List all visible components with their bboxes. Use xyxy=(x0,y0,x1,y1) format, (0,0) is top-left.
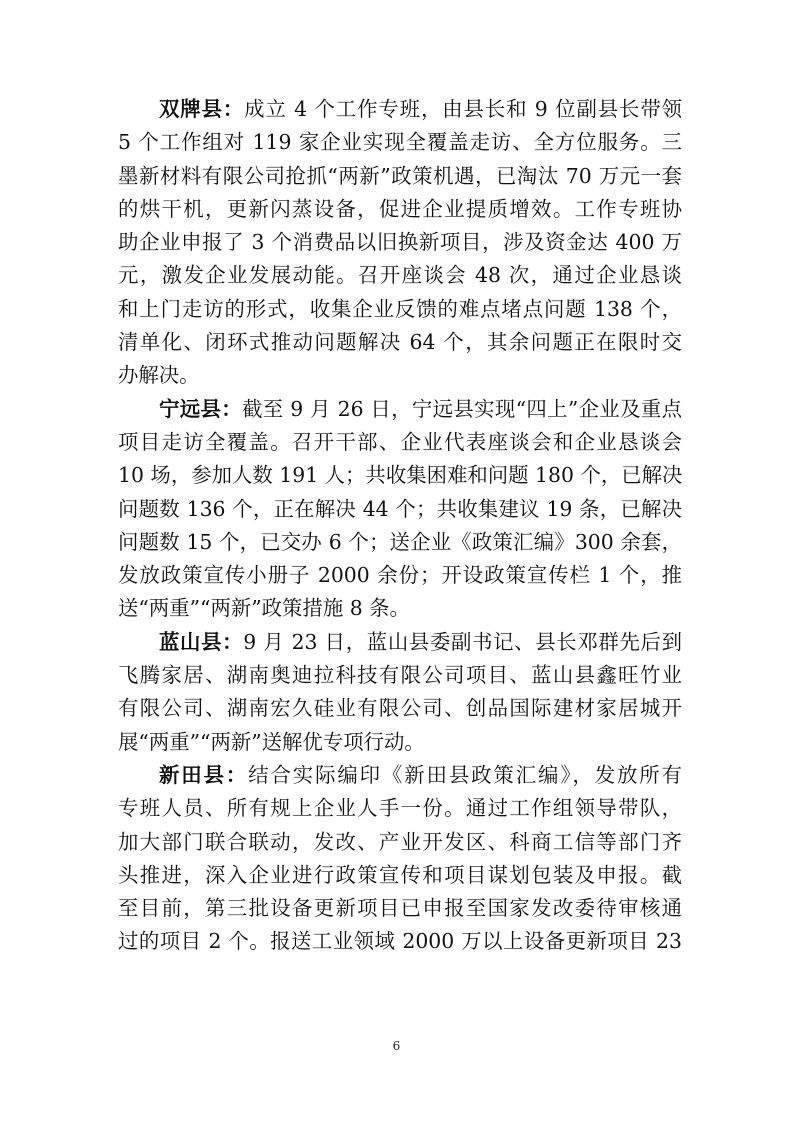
text-line: 发放政策宣传小册子 2000 余份；开设政策宣传栏 1 个，推 xyxy=(118,563,682,588)
text-line: 助企业申报了 3 个消费品以旧换新项目，涉及资金达 400 万 xyxy=(118,230,682,255)
text-line: 过的项目 2 个。报送工业领域 2000 万以上设备更新项目 23 xyxy=(118,929,682,954)
paragraph-xintian xyxy=(118,759,682,959)
text-line: 5 个工作组对 119 家企业实现全覆盖走访、全方位服务。三 xyxy=(118,130,682,155)
line-text: 成立 4 个工作专班，由县长和 9 位副县长带领 xyxy=(244,97,683,121)
text-line xyxy=(118,93,682,126)
paragraph-lanshan xyxy=(118,626,682,759)
line-text: 9 月 23 日，蓝山县委副书记、县长邓群先后到 xyxy=(243,629,682,654)
line-text: 截至 9 月 26 日，宁远县实现“四上”企业及重点 xyxy=(241,396,682,421)
county-name: 新田县： xyxy=(159,762,249,787)
page-number: 6 xyxy=(392,1039,401,1053)
text-line xyxy=(118,393,682,426)
county-name: 宁远县： xyxy=(159,396,242,421)
document-body xyxy=(118,93,682,959)
text-line: 至目前，第三批设备更新项目已申报至国家发改委待审核通 xyxy=(118,896,682,921)
text-line: 办解决。 xyxy=(118,363,200,388)
line-text: 结合实际编印《新田县政策汇编》，发放所有 xyxy=(248,762,682,787)
text-line: 墨新材料有限公司抢抓“两新”政策机遇，已淘汰 70 万元一套 xyxy=(118,163,682,188)
text-line: 项目走访全覆盖。召开干部、企业代表座谈会和企业恳谈会 xyxy=(118,429,682,454)
text-line: 和上门走访的形式，收集企业反馈的难点堵点问题 138 个， xyxy=(118,296,682,321)
text-line: 专班人员、所有规上企业人手一份。通过工作组领导带队， xyxy=(118,796,682,821)
paragraph-ningyuan xyxy=(118,393,682,626)
text-line xyxy=(118,759,682,792)
text-line: 头推进，深入企业进行政策宣传和项目谋划包装及申报。截 xyxy=(118,862,682,887)
text-line: 飞腾家居、湖南奥迪拉科技有限公司项目、蓝山县鑫旺竹业 xyxy=(118,663,682,688)
text-line xyxy=(118,626,682,659)
paragraph-shuangpai xyxy=(118,93,682,393)
text-line: 的烘干机，更新闪蒸设备，促进企业提质增效。工作专班协 xyxy=(118,196,682,221)
text-line: 问题数 15 个，已交办 6 个；送企业《政策汇编》300 余套， xyxy=(118,529,682,554)
county-name: 蓝山县： xyxy=(159,629,244,654)
text-line: 10 场，参加人数 191 人；共收集困难和问题 180 个，已解决 xyxy=(118,463,683,488)
county-name: 双牌县： xyxy=(159,97,245,121)
text-line: 元，激发企业发展动能。召开座谈会 48 次，通过企业恳谈 xyxy=(118,263,682,288)
text-line: 送“两重”“两新”政策措施 8 条。 xyxy=(118,596,410,621)
text-line: 问题数 136 个，正在解决 44 个；共收集建议 19 条，已解决 xyxy=(118,496,682,521)
text-line: 加大部门联合联动，发改、产业开发区、科商工信等部门齐 xyxy=(118,829,682,854)
text-line: 展“两重”“两新”送解优专项行动。 xyxy=(118,729,425,754)
text-line: 清单化、闭环式推动问题解决 64 个，其余问题正在限时交 xyxy=(118,330,682,355)
text-line: 有限公司、湖南宏久硅业有限公司、创品国际建材家居城开 xyxy=(118,696,682,721)
